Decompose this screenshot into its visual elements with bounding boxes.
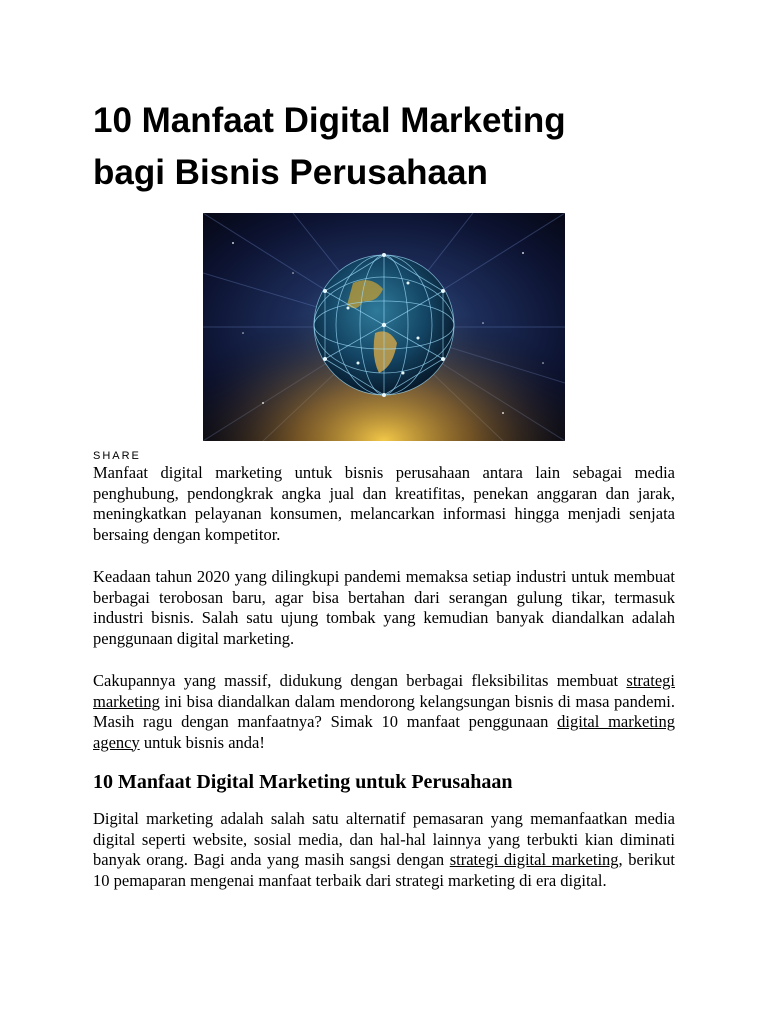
paragraph-definition [93, 809, 675, 891]
globe-network-image [203, 213, 565, 441]
title-line-1: 10 Manfaat Digital Marketing [93, 101, 566, 140]
paragraph-text: Digital marketing adalah salah satu alternatif pemasaran yang memanfaatkan media digital seperti website, sosial media, dan hal-hal lainnya yang terbukti kian diminati banyak orang. Bagi anda yang masih sangsi dengan [93, 809, 675, 869]
link-strategi-marketing[interactable]: strategi marketing [93, 671, 675, 711]
section-heading: 10 Manfaat Digital Marketing untuk Perusahaan [93, 771, 513, 793]
title-line-2: bagi Bisnis Perusahaan [93, 153, 488, 192]
share-button[interactable]: SHARE [93, 450, 141, 462]
page-title [93, 95, 675, 199]
paragraph-text: ini bisa diandalkan dalam mendorong kelangsungan bisnis di masa pandemi. Masih ragu dengan manfaatnya? Simak 10 manfaat penggunaan [93, 691, 675, 731]
paragraph-text: Cakupannya yang massif, didukung dengan berbagai fleksibilitas membuat [93, 671, 627, 690]
paragraph-pandemic: Keadaan tahun 2020 yang dilingkupi pandemi memaksa setiap industri untuk membuat berbagai terobosan baru, agar bisa bertahan dari serangan gulung tikar, termasuk industri bisnis. Salah satu ujung tombak yang kemudian banyak diandalkan adalah penggunaan digital marketing. [93, 567, 675, 648]
link-strategi-digital-marketing[interactable]: strategi digital marketing [449, 850, 619, 869]
article-body [93, 463, 675, 891]
paragraph-scope [93, 671, 675, 753]
paragraph-intro: Manfaat digital marketing untuk bisnis perusahaan antara lain sebagai media penghubung, pendongkrak angka jual dan kreatifitas, penekan anggaran dan jarak, meningkatkan pelayanan konsumen, melancarkan informasi hingga menjadi senjata bersaing dengan kompetitor. [93, 463, 675, 544]
paragraph-text: untuk bisnis anda! [139, 732, 265, 752]
link-digital-marketing-agency[interactable]: digital marketing agency [93, 712, 675, 752]
document-page [93, 95, 675, 913]
paragraph-text: , berikut 10 pemaparan mengenai manfaat terbaik dari strategi marketing di era digital. [93, 850, 675, 890]
